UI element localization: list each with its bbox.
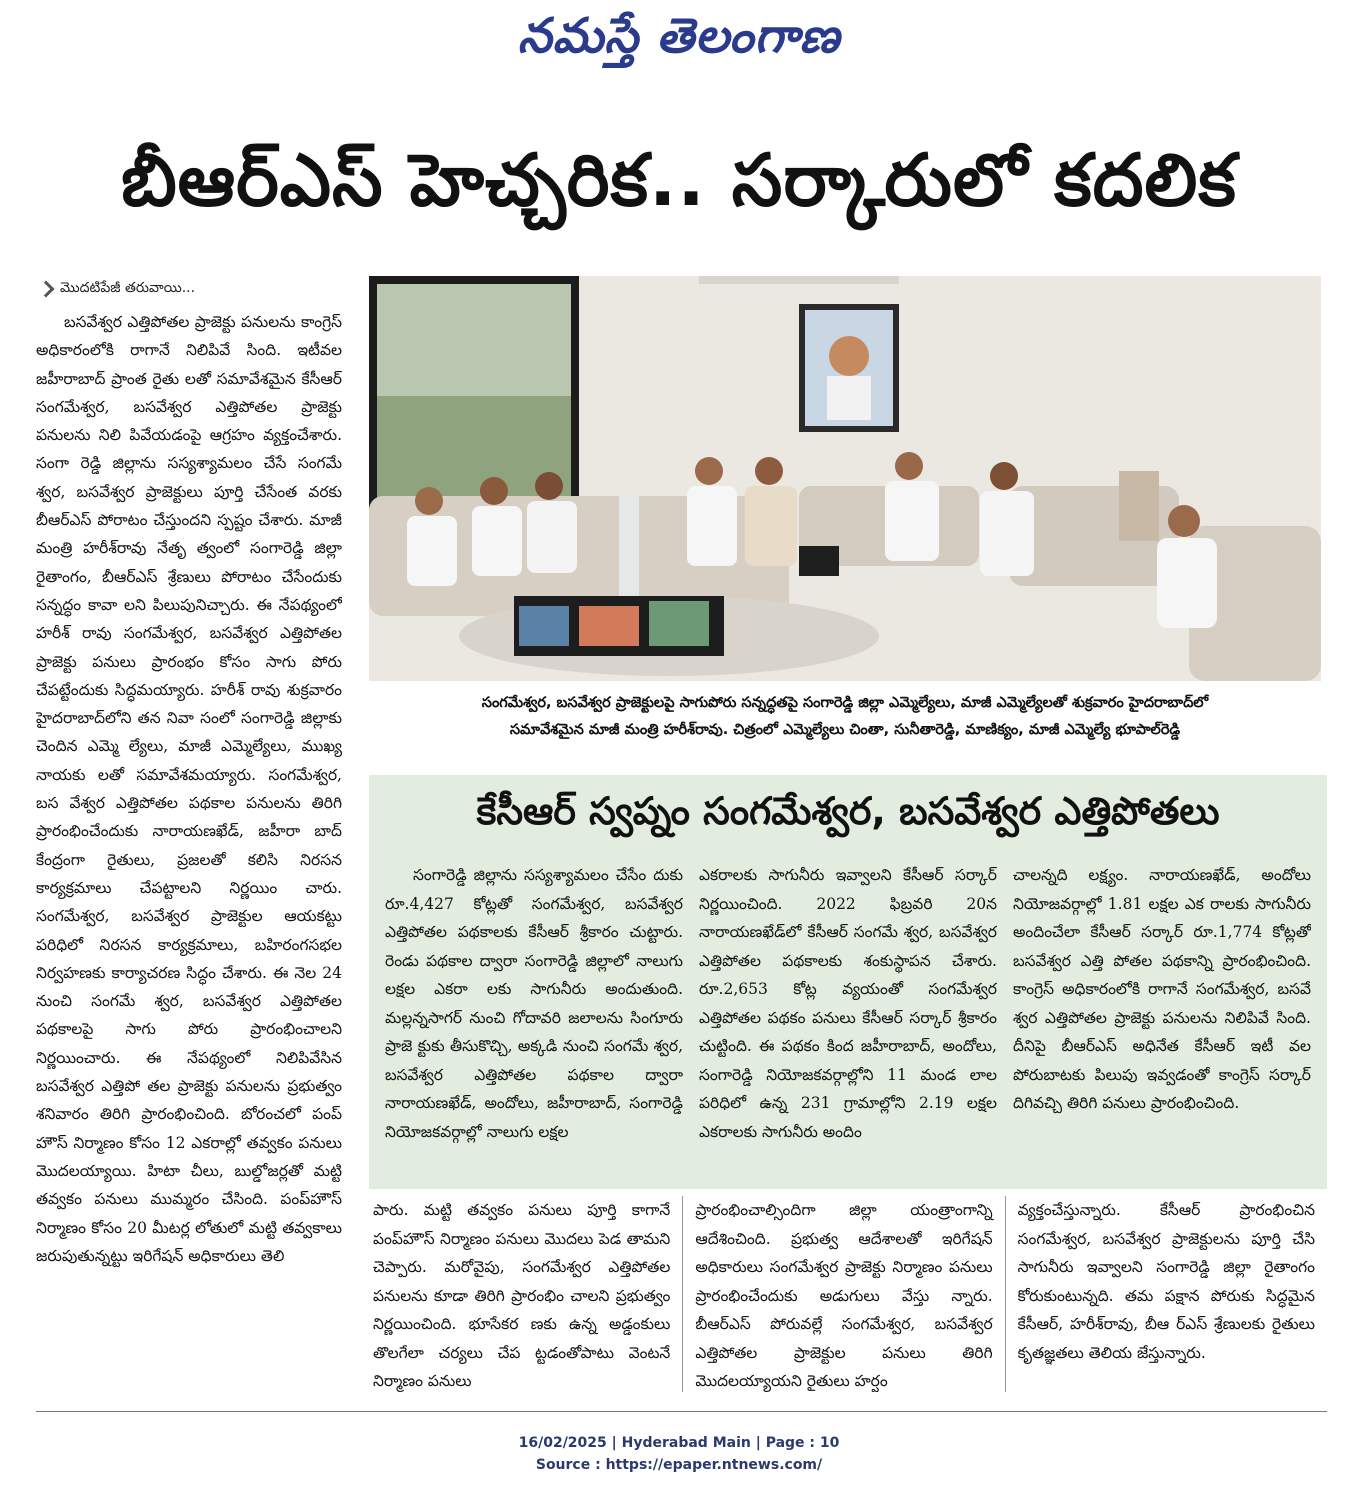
footer-source: Source : https://epaper.ntnews.com/ — [535, 1457, 823, 1473]
sub-headline-text: కేసీఆర్ స్వప్నం సంగమేశ్వర, బసవేశ్వర ఎత్తిపోతలు — [476, 789, 1220, 833]
box-columns — [385, 861, 1311, 1181]
bottom-columns — [369, 1196, 1327, 1392]
continued-label: మొదటిపేజీ తరువాయి... — [60, 279, 196, 296]
headline-text: బీఆర్ఎస్ హెచ్చరిక.. సర్కారులో కదలిక — [121, 138, 1237, 222]
bottom-column-2: ప్రారంభించాల్సిందిగా జిల్లా యంత్రాంగాన్ని ఆదేశించింది. ప్రభుత్వ ఆదేశాలతో ఇరిగేషన్ అధికారులు సంగమేశ్వర ప్రాజెక్టు నిర్మాణం పనులు ప్రారంభించేందుకు అడుగులు వేస్తు న్నారు. బీఆర్ఎస్ పోరువల్లే సంగమేశ్వర, బసవేశ్వర ఎత్తిపోతల ప్రాజెక్టుల పనులు తిరిగి మొదలయ్యాయని రైతులు హర్షం — [682, 1196, 1004, 1392]
photo-caption — [369, 690, 1321, 760]
bottom-column-3: వ్యక్తంచేస్తున్నారు. కేసీఆర్ ప్రారంభించిన సంగమేశ్వర, బసవేశ్వర ప్రాజెక్టులను పూర్తి చేసి సాగునీరు ఇవ్వాలని సంగారెడ్డి జిల్లా రైతాంగం కోరుకుంటున్నది. తమ పక్షాన పోరుకు సిద్ధమైన కేసీఆర్, హరీశ్‌రావు, బీఆ ర్ఎస్ శ్రేణులకు రైతులు కృతజ్ఞతలు తెలియ జేస్తున్నారు. — [1005, 1196, 1327, 1392]
meeting-photo — [369, 276, 1321, 681]
left-column — [36, 276, 342, 1392]
left-column-body: బసవేశ్వర ఎత్తిపోతల ప్రాజెక్టు పనులను కాంగ్రెస్ అధికారంలోకి రాగానే నిలిపివే సింది. ఇటీవల జహీరాబాద్ ప్రాంత రైతు లతో సమావేశమైన కేసీఆర్ సంగమేశ్వర, బసవేశ్వర ఎత్తిపోతల ప్రాజెక్టు పనులను నిలి పివేయడంపై ఆగ్రహం వ్యక్తంచేశారు. సంగా రెడ్డి జిల్లాను సస్యశ్యామలం చేసే సంగమే శ్వర, బసవేశ్వర ప్రాజెక్టులు పూర్తి చేసేంత వరకు బీఆర్ఎస్ పోరాటం చేస్తుందని స్పష్టం చేశారు. మాజీ మంత్రి హరీశ్‌రావు నేతృ త్వంలో సంగారెడ్డి జిల్లా రైతాంగం, బీఆర్ఎస్ శ్రేణులు పోరాటం చేసేందుకు సన్నద్ధం కావా లని పిలుపునిచ్చారు. ఈ నేపథ్యంలో హరీశ్ రావు సంగమేశ్వర, బసవేశ్వర ఎత్తిపోతల ప్రాజెక్టు పనులు ప్రారంభం కోసం సాగు పోరు చేపట్టేందుకు సిద్ధమయ్యారు. హరీశ్ రావు శుక్రవారం హైదరాబాద్‌లోని తన నివా సంలో సంగారెడ్డి జిల్లాకు చెందిన ఎమ్మె ల్యేలు, మాజీ ఎమ్మెల్యేలు, ముఖ్య నాయకు లతో సమావేశమయ్యారు. సంగమేశ్వర, బస వేశ్వర ఎత్తిపోతల పథకాల పనులను తిరిగి ప్రారంభించేందుకు నారాయణఖేడ్, జహీరా బాద్ కేంద్రంగా రైతులు, ప్రజలతో కలిసి నిరసన కార్యక్రమాలు చేపట్టాలని నిర్ణయిం చారు. సంగమేశ్వర, బసవేశ్వర ప్రాజెక్టుల ఆయకట్టు పరిధిలో నిరసన కార్యక్రమాలు, బహిరంగసభల నిర్వహణకు కార్యాచరణ సిద్ధం చేశారు. ఈ నెల 24 నుంచి సంగమే శ్వర, బసవేశ్వర ఎత్తిపోతల పథకాలపై సాగు పోరు ప్రారంభించాలని నిర్ణయించారు. ఈ నేపథ్యంలో నిలిపివేసిన బసవేశ్వర ఎత్తిపో తల ప్రాజెక్టు పనులను ప్రభుత్వం శనివారం తిరిగి ప్రారంభించింది. బోరంచలో పంప్ హౌస్ నిర్మాణం కోసం 12 ఎకరాల్లో తవ్వకం పనులు మొదలయ్యాయి. హిటా చీలు, బుల్డోజర్లతో మట్టి తవ్వకం పనులు ముమ్మరం చేసింది. పంప్‌హౌస్ నిర్మాణం కోసం 20 మీటర్ల లోతులో మట్టి తవ్వకాలు జరుపుతున్నట్టు ఇరిగేషన్ అధికారులు తెలి — [36, 313, 342, 1265]
masthead-title: నమస్తే తెలంగాణ — [517, 8, 841, 64]
box-column-2: ఎకరాలకు సాగునీరు ఇవ్వాలని కేసీఆర్ సర్కార్ నిర్ణయించింది. 2022 ఫిబ్రవరి 20న నారాయణఖేడ్‌లో కేసీఆర్ సంగమే శ్వర, బసవేశ్వర ఎత్తిపోతల పథకాలకు శంకుస్థాపన చేశారు. రూ.2,653 కోట్ల వ్యయంతో సంగమేశ్వర ఎత్తిపోతల పథకం పనులు కేసీఆర్ సర్కార్ శ్రీకారం చుట్టింది. ఈ పథకం కింద జహీరాబాద్, అందోలు, సంగారెడ్డి నియోజకవర్గాల్లోని 11 మండ లాల పరిధిలో ఉన్న 231 గ్రామాల్లోని 2.19 లక్షల ఎకరాలకు సాగునీరు అందిం — [699, 866, 997, 1141]
box-column-3: చాలన్నది లక్ష్యం. నారాయణఖేడ్, అందోలు నియోజవర్గాల్లో 1.81 లక్షల ఎక రాలకు సాగునీరు అందించేలా కేసీఆర్ సర్కార్ రూ.1,774 కోట్లతో బసవేశ్వర ఎత్తి పోతల పథకాన్ని ప్రారంభించింది. కాంగ్రెస్ అధికారంలోకి రాగానే సంగమేశ్వర, బసవే శ్వర ఎత్తిపోతల ప్రాజెక్టు పనులను నిలిపివే సింది. దీనిపై బీఆర్ఎస్ అధినేత కేసీఆర్ ఇటీ వల పోరుబాటకు పిలుపు ఇవ్వడంతో కాంగ్రెస్ సర్కార్ దిగివచ్చి తిరిగి పనులు ప్రారంభించింది. — [1013, 866, 1311, 1112]
footer — [0, 1432, 1358, 1476]
headline — [30, 120, 1328, 240]
box-column-1: సంగారెడ్డి జిల్లాను సస్యశ్యామలం చేసేం దుకు రూ.4,427 కోట్లతో సంగమేశ్వర, బసవేశ్వర ఎత్తిపోతల పథకాలకు కేసీఆర్ శ్రీకారం చుట్టారు. రెండు పథకాల ద్వారా సంగారెడ్డి జిల్లాలో నాలుగు లక్షల ఎకరా లకు సాగునీరు అందుతుంది. మల్లన్నసాగర్ నుంచి గోదావరి జలాలను సింగూరు ప్రాజె క్టుకు తీసుకొచ్చి, అక్కడి నుంచి సంగమే శ్వర, బసవేశ్వర ఎత్తిపోతల పథకాల ద్వారా నారాయణఖేడ్, అందోలు, జహీరాబాద్, సంగారెడ్డి నియోజకవర్గాల్లో నాలుగు లక్షల — [385, 866, 683, 1141]
caption-line-2: సమావేశమైన మాజీ మంత్రి హరీశ్‌రావు. చిత్రంలో ఎమ్మెల్యేలు చింతా, సునీతారెడ్డి, మాణిక్యం, మాజీ ఎమ్మెల్యే భూపాల్‌రెడ్డి — [509, 722, 1181, 738]
footer-date-edition: 16/02/2025 | Hyderabad Main | Page : 10 — [518, 1435, 840, 1451]
sub-headline — [369, 789, 1327, 843]
chevron-right-icon — [38, 281, 55, 298]
continued-marker — [36, 276, 342, 302]
masthead — [0, 8, 1358, 78]
highlight-box — [369, 775, 1327, 1189]
footer-divider — [36, 1411, 1327, 1412]
bottom-column-1: పారు. మట్టి తవ్వకం పనులు పూర్తి కాగానే పంప్‌హౌస్ నిర్మాణం పనులు మొదలు పెడ తామని చెప్పారు. మరోవైపు, సంగమేశ్వర ఎత్తిపోతల పనులను కూడా తిరిగి ప్రారంభిం చాలని ప్రభుత్వం నిర్ణయించింది. భూసేకర ణకు ఉన్న అడ్డంకులు తొలగేలా చర్యలు చేప ట్టడంతోపాటు వెంటనే నిర్మాణం పనులు — [373, 1201, 671, 1390]
caption-line-1: సంగమేశ్వర, బసవేశ్వర ప్రాజెక్టులపై సాగుపోరు సన్నద్ధతపై సంగారెడ్డి జిల్లా ఎమ్మెల్యేలు, మాజీ ఎమ్మెల్యేలతో శుక్రవారం హైదరాబాద్‌లో — [481, 695, 1209, 711]
meeting-photo-illustration — [369, 276, 1321, 681]
